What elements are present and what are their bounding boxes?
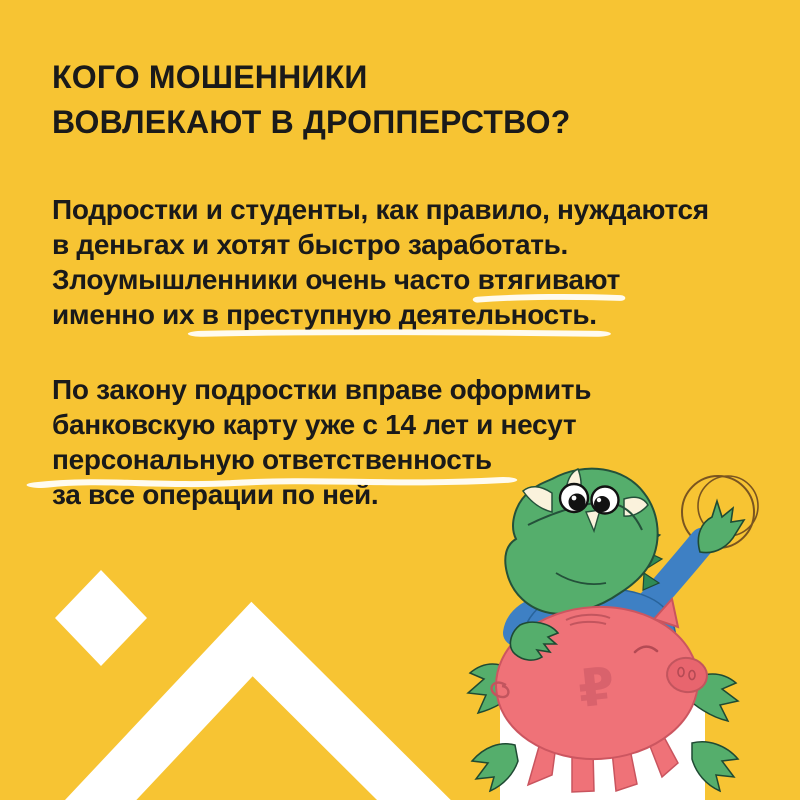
underlined-phrase bbox=[202, 297, 597, 332]
logo-chevron bbox=[80, 639, 436, 800]
hand-drawn-underline bbox=[194, 328, 605, 338]
title-line-1: КОГО МОШЕННИКИ bbox=[52, 59, 368, 95]
text-segment: втягивают bbox=[477, 264, 620, 295]
paragraph-1 bbox=[52, 192, 709, 332]
text-line bbox=[52, 192, 709, 227]
text-segment: банковскую карту уже с 14 лет и несут bbox=[52, 409, 577, 440]
underlined-phrase bbox=[478, 262, 620, 297]
text-segment: за все операции по ней. bbox=[52, 479, 379, 510]
text-line bbox=[52, 407, 591, 442]
text-segment: в деньгах и хотят быстро заработать. bbox=[52, 229, 569, 260]
text-segment: Злоумышленники очень часто bbox=[52, 264, 478, 295]
ruble-sign: ₽ bbox=[575, 656, 618, 720]
text-segment: По закону подростки вправе оформить bbox=[52, 374, 592, 405]
dragon-piggybank-illustration bbox=[460, 455, 800, 800]
text-segment: в преступную деятельность. bbox=[201, 299, 597, 330]
text-segment: Подростки и студенты, как правило, нуждаются bbox=[52, 194, 709, 225]
text-segment: персональную ответственность bbox=[52, 444, 492, 475]
dragon-coin-hand bbox=[698, 501, 744, 553]
text-line bbox=[52, 227, 709, 262]
text-line bbox=[52, 262, 709, 297]
text-line bbox=[52, 372, 591, 407]
hand-drawn-swoosh-underline bbox=[36, 474, 508, 490]
title-line-2: ВОВЛЕКАЮТ В ДРОППЕРСТВО? bbox=[52, 104, 571, 140]
underlined-phrase bbox=[52, 442, 492, 477]
logo-diamond bbox=[55, 570, 147, 666]
brand-logo-fragment bbox=[0, 560, 470, 800]
page-title bbox=[52, 55, 571, 145]
text-segment: именно их bbox=[52, 299, 202, 330]
